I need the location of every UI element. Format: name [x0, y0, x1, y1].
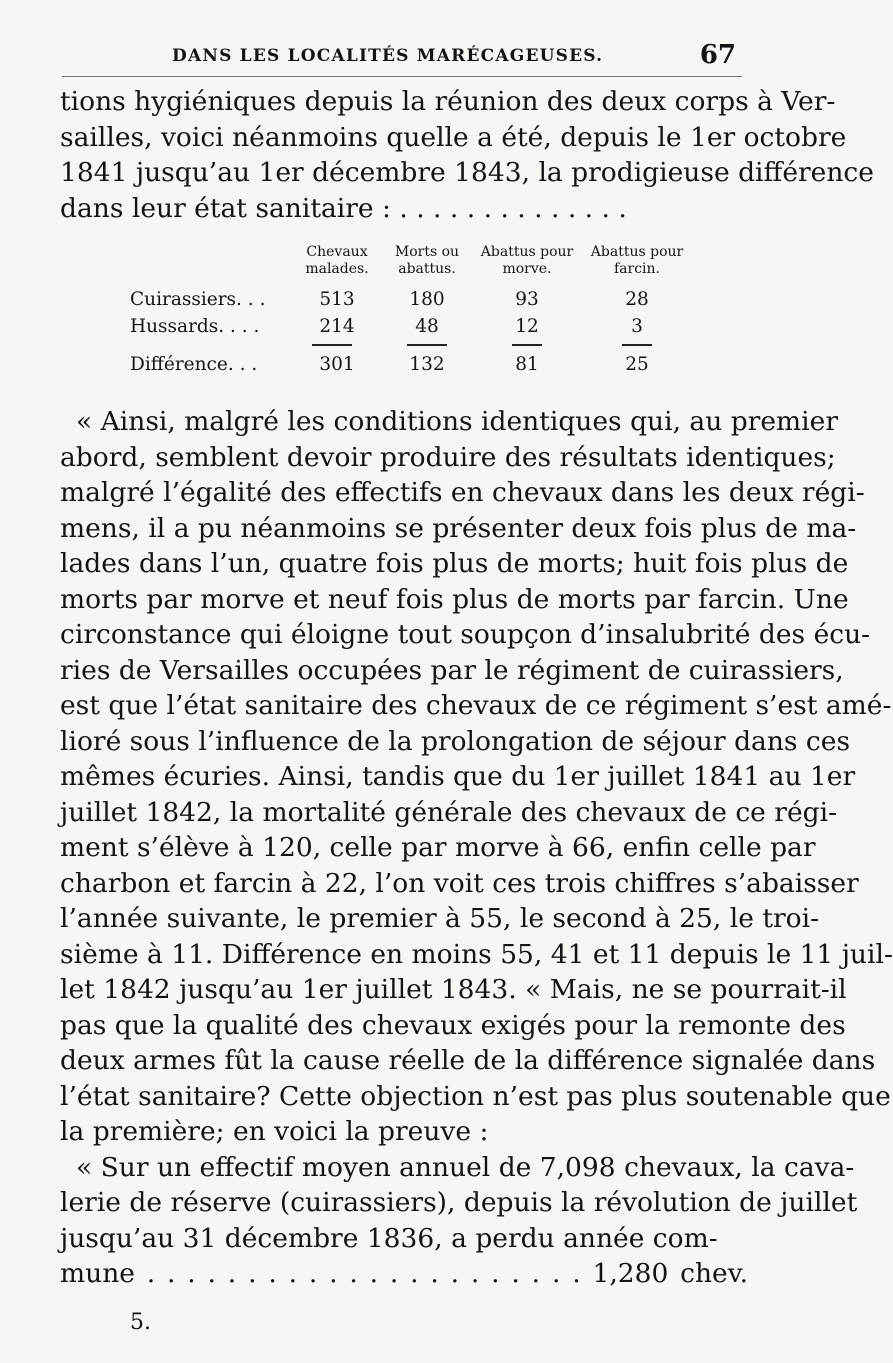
text-line: pas que la qualité des chevaux exigés pour la remonte des — [60, 1009, 846, 1041]
page-number: 67 — [699, 40, 736, 70]
text-line: lioré sous l’influence de la prolongation de séjour dans ces — [60, 725, 851, 757]
table-header: Chevaux malades. — [305, 244, 369, 277]
table-row — [60, 289, 760, 315]
text-line: est que l’état sanitaire des chevaux de ce régiment s’est amé- — [60, 690, 892, 721]
sum-rule — [622, 344, 652, 346]
sum-rule — [312, 344, 352, 346]
sum-rule — [407, 344, 447, 346]
table-header: Morts ou abattus. — [394, 244, 460, 277]
text-line: mune . . . . . . . . . . . . . . . . . . . . . . 1,280 chev. — [60, 1258, 748, 1289]
table-cell: 48 — [415, 316, 439, 337]
table-cell: 180 — [409, 289, 445, 310]
table-cell: 81 — [515, 354, 539, 375]
row-label: Cuirassiers. . . — [130, 289, 266, 310]
text-line: deux armes fût la cause réelle de la différence signalée dans — [60, 1045, 876, 1076]
text-line: juillet 1842, la mortalité générale des chevaux de ce régi- — [60, 796, 838, 828]
text-line: tions hygiéniques depuis la réunion des deux corps à Ver- — [60, 86, 836, 117]
text-line: mens, il a pu néanmoins se présenter deux fois plus de ma- — [60, 512, 857, 544]
text-line: jusqu’au 31 décembre 1836, a perdu année com- — [60, 1222, 718, 1254]
row-label: Différence. . . — [130, 354, 258, 375]
text-line: sième à 11. Différence en moins 55, 41 et 11 depuis le 11 juil- — [60, 938, 893, 970]
row-label: Hussards. . . . — [130, 316, 260, 337]
table-row — [60, 354, 760, 380]
table-cell: 28 — [625, 289, 649, 310]
mortality-table — [60, 244, 760, 384]
table-cell: 25 — [625, 354, 649, 375]
text-line: l’année suivante, le premier à 55, le second à 25, le troi- — [60, 903, 820, 934]
text-line: l’état sanitaire? Cette objection n’est pas plus soutenable que — [60, 1080, 891, 1112]
table-cell: 132 — [409, 354, 445, 375]
text-line: ment s’élève à 120, celle par morve à 66, enfin celle par — [60, 832, 816, 863]
text-line: la première; en voici la preuve : — [60, 1116, 489, 1147]
table-cell: 3 — [631, 316, 643, 337]
sum-rule — [512, 344, 542, 346]
table-header: Abattus pour farcin. — [590, 244, 684, 277]
table-cell: 214 — [319, 316, 355, 337]
intro-paragraph — [60, 84, 874, 226]
table-cell: 301 — [319, 354, 355, 375]
table-cell: 12 — [515, 316, 539, 337]
text-line: morts par morve et neuf fois plus de morts par farcin. Une — [60, 583, 849, 615]
text-line: abord, semblent devoir produire des résultats identiques; — [60, 441, 836, 473]
text-line: « Ainsi, malgré les conditions identiques qui, au premier — [76, 406, 838, 437]
text-line: malgré l’égalité des effectifs en chevaux dans les deux régi- — [60, 477, 865, 508]
running-head — [62, 40, 742, 77]
text-line: sailles, voici néanmoins quelle a été, depuis le 1er octobre — [60, 121, 847, 153]
text-line: 1841 jusqu’au 1er décembre 1843, la prodigieuse différence — [60, 157, 874, 188]
table-row — [60, 316, 760, 342]
text-line: circonstance qui éloigne tout soupçon d’insalubrité des écu- — [60, 619, 871, 650]
table-cell: 93 — [515, 289, 539, 310]
text-line: dans leur état sanitaire : . . . . . . . . . . . . . . — [60, 192, 627, 224]
table-header: Abattus pour morve. — [480, 244, 574, 277]
text-line: charbon et farcin à 22, l’on voit ces trois chiffres s’abaisser — [60, 867, 859, 899]
text-line: « Sur un effectif moyen annuel de 7,098 chevaux, la cava- — [76, 1151, 855, 1183]
text-line: ries de Versailles occupées par le régiment de cuirassiers, — [60, 654, 844, 686]
text-line: lerie de réserve (cuirassiers), depuis la révolution de juillet — [60, 1187, 858, 1218]
text-line: mêmes écuries. Ainsi, tandis que du 1er juillet 1841 au 1er — [60, 761, 856, 792]
main-paragraph — [60, 404, 893, 1292]
signature-mark: 5. — [130, 1310, 151, 1335]
running-title: DANS LES LOCALITÉS MARÉCAGEUSES. — [172, 46, 604, 66]
text-line: let 1842 jusqu’au 1er juillet 1843. « Mais, ne se pourrait-il — [60, 974, 847, 1005]
table-cell: 513 — [319, 289, 355, 310]
text-line: lades dans l’un, quatre fois plus de morts; huit fois plus de — [60, 548, 849, 579]
